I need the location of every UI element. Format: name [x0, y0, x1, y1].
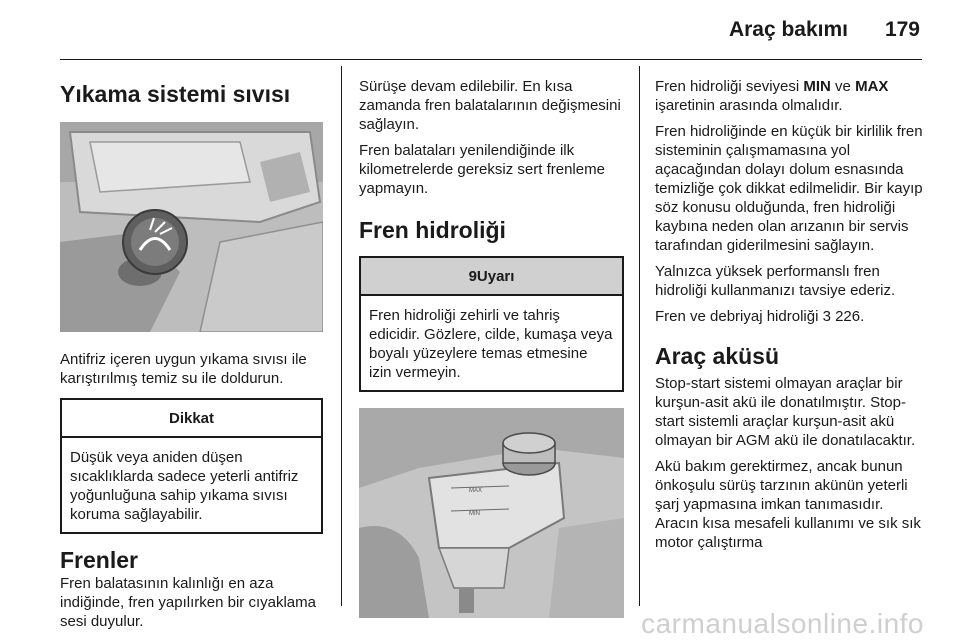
warning-body: Fren hidroliği zehirli ve tahriş edicidir. Gözlere, cilde, kumaşa veya boyalı yüzeylere temas etmesine izin vermeyin.: [369, 307, 613, 381]
page-reference-link[interactable]: 3 226.: [822, 308, 865, 325]
fluid-level-paragraph: Fren hidroliği seviyesi MIN ve MAX işaretinin arasında olmalıdır.: [655, 78, 889, 114]
washer-reservoir-illustration: [60, 122, 323, 332]
warning-title-text: Uyarı: [476, 268, 515, 285]
warning-title: [361, 258, 622, 296]
brakes-continue-paragraph: Sürüşe devam edilebilir. En kısa zamanda fren balatalarının değişmesini sağlayın.: [359, 78, 621, 133]
header-title: Araç bakımı: [728, 18, 848, 41]
section-heading-washer-fluid: Yıkama sistemi sıvısı: [60, 81, 291, 107]
contamination-paragraph: Fren hidroliğinde en küçük bir kirlilik fren sisteminin çalışmamasına yol açacağından dolayı dolum esnasında temizliğe çok dikkat edilmelidir. Bir kayıp söz konusu olduğunda, fren hidroliği kaybına neden olan arızanın bir servis tarafından giderilmesini sağlayın.: [655, 123, 923, 254]
warning-box: [359, 256, 624, 392]
notice-title: Dikkat: [62, 400, 321, 438]
watermark: carmanualsonline.info: [641, 608, 924, 639]
warning-icon: 9: [468, 268, 477, 285]
notice-body: Düşük veya aniden düşen sıcaklıklarda sadece yeterli antifriz yoğunluğuna sahip yıkama sıvısı koruma sağlayabilir.: [70, 449, 299, 523]
battery-type-paragraph: Stop-start sistemi olmayan araçlar bir kurşun-asit akü ile donatılmıştır. Stop-start sistemli araçlar kurşun-asit akü olmayan bir AGM akü ile donatılacaktır.: [655, 375, 916, 449]
brake-fluid-reservoir-image: [359, 408, 624, 618]
page-header: [0, 0, 960, 60]
column-divider-2: [639, 66, 640, 606]
column-divider-1: [341, 66, 342, 606]
column-2: [359, 60, 624, 618]
page-number: 179: [884, 18, 920, 41]
high-performance-paragraph: Yalnızca yüksek performanslı fren hidroliği kullanmanızı tavsiye ederiz.: [655, 263, 896, 299]
washer-reservoir-image: [60, 122, 323, 332]
clutch-fluid-paragraph: Fren ve debriyaj hidroliği 3 226.: [655, 308, 865, 325]
max-mark-label: MAX: [469, 488, 483, 494]
brake-fluid-reservoir-illustration: [359, 408, 624, 618]
washer-fluid-paragraph: Antifriz içeren uygun yıkama sıvısı ile karıştırılmış temiz su ile doldurun.: [60, 351, 307, 387]
battery-maintenance-paragraph: Akü bakım gerektirmez, ancak bunun önkoşulu sürüş tarzının akünün yeterli şarj yapmasına imkan tanımasıdır. Aracın kısa mesafeli kullanımı ve sık sık motor çalıştırma: [655, 458, 921, 551]
section-heading-brake-fluid: Fren hidroliği: [359, 217, 506, 243]
column-1: [60, 60, 323, 638]
min-mark-label: MIN: [469, 511, 480, 517]
max-keyword: MAX: [855, 78, 889, 95]
column-3: [655, 60, 923, 559]
notice-box: [60, 398, 323, 534]
min-keyword: MIN: [803, 78, 831, 95]
brake-pads-paragraph: Fren balataları yenilendiğinde ilk kilometrelerde gereksiz sert frenleme yapmayın.: [359, 142, 605, 197]
section-heading-brakes: Frenler: [60, 547, 138, 573]
section-heading-battery: Araç aküsü: [655, 343, 780, 369]
brakes-paragraph: Fren balatasının kalınlığı en aza indiğinde, fren yapılırken bir cıyaklama sesi duyulur.: [60, 575, 316, 630]
